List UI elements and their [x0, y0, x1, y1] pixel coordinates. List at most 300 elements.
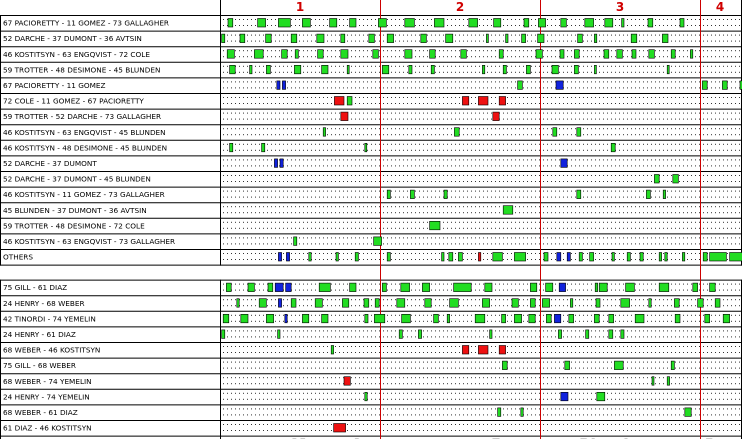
- grid-dot: [339, 321, 340, 322]
- grid-dot: [663, 206, 664, 207]
- grid-dot: [579, 97, 580, 98]
- grid-dot: [727, 212, 728, 213]
- grid-dot: [375, 228, 376, 229]
- grid-dot: [543, 72, 544, 73]
- grid-dot: [507, 315, 508, 316]
- grid-dot: [571, 56, 572, 57]
- grid-dot: [603, 175, 604, 176]
- grid-dot: [415, 19, 416, 20]
- grid-dot: [435, 97, 436, 98]
- grid-dot: [551, 128, 552, 129]
- grid-dot: [339, 50, 340, 51]
- grid-dot: [299, 290, 300, 291]
- grid-dot: [719, 50, 720, 51]
- grid-dot: [591, 150, 592, 151]
- grid-dot: [671, 25, 672, 26]
- grid-dot: [291, 87, 292, 88]
- grid-dot: [707, 35, 708, 36]
- grid-dot: [455, 321, 456, 322]
- grid-dot: [243, 181, 244, 182]
- grid-dot: [359, 181, 360, 182]
- grid-dot: [579, 243, 580, 244]
- grid-dot: [671, 150, 672, 151]
- grid-dot: [575, 206, 576, 207]
- grid-dot: [383, 206, 384, 207]
- grid-dot: [335, 56, 336, 57]
- grid-dot: [703, 144, 704, 145]
- grid-dot: [543, 321, 544, 322]
- grid-dot: [723, 237, 724, 238]
- grid-dot: [431, 243, 432, 244]
- grid-dot: [539, 72, 540, 73]
- grid-dot: [367, 56, 368, 57]
- grid-dot: [427, 197, 428, 198]
- grid-dot: [399, 150, 400, 151]
- grid-dot: [595, 212, 596, 213]
- grid-dot: [467, 175, 468, 176]
- grid-dot: [603, 97, 604, 98]
- grid-dot: [643, 87, 644, 88]
- grid-dot: [419, 119, 420, 120]
- grid-dot: [351, 113, 352, 114]
- grid-dot: [727, 290, 728, 291]
- grid-dot: [283, 305, 284, 306]
- grid-dot: [407, 228, 408, 229]
- grid-dot: [739, 228, 740, 229]
- grid-dot: [655, 290, 656, 291]
- grid-dot: [399, 25, 400, 26]
- grid-dot: [631, 305, 632, 306]
- grid-dot: [691, 159, 692, 160]
- grid-dot: [655, 50, 656, 51]
- grid-dot: [427, 191, 428, 192]
- grid-dot: [507, 197, 508, 198]
- grid-dot: [423, 222, 424, 223]
- grid-dot: [303, 290, 304, 291]
- grid-dot: [431, 212, 432, 213]
- grid-dot: [599, 50, 600, 51]
- grid-dot: [351, 165, 352, 166]
- grid-dot: [615, 253, 616, 254]
- grid-dot: [259, 159, 260, 160]
- grid-dot: [267, 175, 268, 176]
- grid-dot: [367, 87, 368, 88]
- grid-dot: [299, 197, 300, 198]
- grid-dot: [363, 56, 364, 57]
- grid-dot: [371, 119, 372, 120]
- grid-dot: [315, 66, 316, 67]
- grid-dot: [567, 290, 568, 291]
- grid-dot: [495, 81, 496, 82]
- grid-dot: [691, 175, 692, 176]
- grid-dot: [571, 41, 572, 42]
- grid-dot: [307, 56, 308, 57]
- grid-dot: [487, 56, 488, 57]
- grid-dot: [695, 50, 696, 51]
- grid-dot: [639, 237, 640, 238]
- grid-dot: [263, 228, 264, 229]
- grid-dot: [243, 237, 244, 238]
- grid-dot: [475, 150, 476, 151]
- grid-dot: [551, 159, 552, 160]
- grid-dot: [359, 191, 360, 192]
- grid-dot: [303, 128, 304, 129]
- grid-dot: [719, 97, 720, 98]
- grid-dot: [231, 159, 232, 160]
- grid-dot: [691, 113, 692, 114]
- grid-dot: [515, 50, 516, 51]
- grid-dot: [523, 181, 524, 182]
- grid-dot: [507, 222, 508, 223]
- grid-dot: [567, 56, 568, 57]
- grid-dot: [223, 253, 224, 254]
- grid-dot: [311, 159, 312, 160]
- grid-dot: [563, 41, 564, 42]
- grid-dot: [267, 150, 268, 151]
- grid-dot: [483, 134, 484, 135]
- grid-dot: [227, 330, 228, 331]
- grid-dot: [415, 165, 416, 166]
- grid-dot: [307, 181, 308, 182]
- grid-dot: [287, 72, 288, 73]
- grid-dot: [475, 290, 476, 291]
- grid-dot: [251, 159, 252, 160]
- grid-dot: [227, 128, 228, 129]
- grid-dot: [451, 165, 452, 166]
- grid-dot: [739, 97, 740, 98]
- grid-dot: [371, 25, 372, 26]
- grid-dot: [523, 159, 524, 160]
- grid-dot: [403, 25, 404, 26]
- grid-dot: [507, 159, 508, 160]
- grid-dot: [459, 56, 460, 57]
- grid-dot: [327, 305, 328, 306]
- grid-dot: [399, 66, 400, 67]
- grid-dot: [707, 25, 708, 26]
- grid-dot: [247, 81, 248, 82]
- grid-dot: [287, 66, 288, 67]
- grid-dot: [415, 222, 416, 223]
- grid-dot: [467, 150, 468, 151]
- grid-dot: [563, 222, 564, 223]
- grid-dot: [719, 228, 720, 229]
- grid-dot: [263, 259, 264, 260]
- grid-dot: [251, 259, 252, 260]
- grid-dot: [343, 128, 344, 129]
- grid-dot: [487, 128, 488, 129]
- grid-dot: [479, 134, 480, 135]
- grid-dot: [367, 19, 368, 20]
- grid-dot: [535, 212, 536, 213]
- grid-dot: [623, 191, 624, 192]
- grid-dot: [603, 35, 604, 36]
- grid-dot: [275, 144, 276, 145]
- grid-dot: [567, 191, 568, 192]
- grid-dot: [587, 253, 588, 254]
- grid-dot: [259, 228, 260, 229]
- grid-dot: [675, 197, 676, 198]
- grid-dot: [307, 212, 308, 213]
- grid-dot: [735, 181, 736, 182]
- grid-dot: [691, 87, 692, 88]
- grid-dot: [643, 197, 644, 198]
- grid-dot: [595, 56, 596, 57]
- grid-dot: [599, 128, 600, 129]
- grid-dot: [739, 191, 740, 192]
- grid-dot: [707, 237, 708, 238]
- grid-dot: [571, 144, 572, 145]
- grid-dot: [555, 290, 556, 291]
- grid-dot: [643, 41, 644, 42]
- grid-dot: [447, 56, 448, 57]
- grid-dot: [723, 144, 724, 145]
- grid-dot: [403, 150, 404, 151]
- grid-dot: [631, 222, 632, 223]
- grid-dot: [439, 321, 440, 322]
- grid-dot: [583, 165, 584, 166]
- grid-dot: [551, 212, 552, 213]
- grid-dot: [299, 222, 300, 223]
- grid-dot: [535, 197, 536, 198]
- grid-dot: [599, 253, 600, 254]
- grid-dot: [671, 81, 672, 82]
- grid-dot: [655, 253, 656, 254]
- grid-dot: [563, 191, 564, 192]
- grid-dot: [523, 321, 524, 322]
- grid-dot: [403, 134, 404, 135]
- grid-dot: [247, 175, 248, 176]
- grid-dot: [559, 119, 560, 120]
- grid-dot: [447, 175, 448, 176]
- grid-dot: [515, 243, 516, 244]
- grid-dot: [475, 81, 476, 82]
- grid-dot: [567, 66, 568, 67]
- grid-dot: [683, 290, 684, 291]
- grid-dot: [443, 119, 444, 120]
- grid-dot: [491, 81, 492, 82]
- grid-dot: [719, 159, 720, 160]
- grid-dot: [327, 243, 328, 244]
- grid-dot: [683, 243, 684, 244]
- grid-dot: [647, 159, 648, 160]
- grid-dot: [643, 206, 644, 207]
- grid-dot: [459, 299, 460, 300]
- grid-dot: [571, 72, 572, 73]
- grid-dot: [319, 321, 320, 322]
- grid-dot: [683, 299, 684, 300]
- grid-dot: [343, 206, 344, 207]
- grid-dot: [391, 19, 392, 20]
- grid-dot: [663, 128, 664, 129]
- grid-dot: [327, 181, 328, 182]
- grid-dot: [563, 305, 564, 306]
- grid-dot: [443, 50, 444, 51]
- grid-dot: [383, 305, 384, 306]
- grid-dot: [311, 41, 312, 42]
- grid-dot: [691, 228, 692, 229]
- grid-dot: [699, 237, 700, 238]
- grid-dot: [531, 237, 532, 238]
- grid-dot: [475, 66, 476, 67]
- grid-dot: [443, 305, 444, 306]
- grid-dot: [331, 315, 332, 316]
- grid-dot: [495, 97, 496, 98]
- grid-dot: [435, 81, 436, 82]
- grid-dot: [467, 72, 468, 73]
- grid-dot: [227, 41, 228, 42]
- grid-dot: [443, 315, 444, 316]
- grid-dot: [563, 228, 564, 229]
- grid-dot: [487, 175, 488, 176]
- grid-dot: [451, 321, 452, 322]
- grid-dot: [599, 97, 600, 98]
- grid-dot: [435, 165, 436, 166]
- grid-dot: [223, 144, 224, 145]
- grid-dot: [427, 144, 428, 145]
- grid-dot: [359, 228, 360, 229]
- grid-dot: [259, 237, 260, 238]
- grid-dot: [467, 305, 468, 306]
- grid-dot: [479, 243, 480, 244]
- grid-dot: [435, 181, 436, 182]
- grid-dot: [411, 181, 412, 182]
- grid-dot: [463, 222, 464, 223]
- grid-dot: [667, 228, 668, 229]
- grid-dot: [275, 50, 276, 51]
- grid-dot: [443, 222, 444, 223]
- grid-dot: [467, 237, 468, 238]
- grid-dot: [727, 19, 728, 20]
- grid-dot: [231, 206, 232, 207]
- grid-dot: [427, 103, 428, 104]
- grid-dot: [515, 41, 516, 42]
- grid-dot: [451, 206, 452, 207]
- grid-dot: [479, 56, 480, 57]
- grid-dot: [347, 206, 348, 207]
- grid-dot: [735, 159, 736, 160]
- grid-dot: [491, 159, 492, 160]
- grid-dot: [495, 212, 496, 213]
- grid-dot: [547, 119, 548, 120]
- grid-dot: [695, 321, 696, 322]
- grid-dot: [699, 41, 700, 42]
- grid-dot: [227, 181, 228, 182]
- grid-dot: [391, 159, 392, 160]
- grid-dot: [427, 165, 428, 166]
- grid-dot: [535, 191, 536, 192]
- grid-dot: [599, 259, 600, 260]
- grid-dot: [555, 144, 556, 145]
- grid-dot: [259, 290, 260, 291]
- grid-dot: [459, 72, 460, 73]
- grid-dot: [575, 290, 576, 291]
- grid-dot: [455, 237, 456, 238]
- grid-dot: [259, 41, 260, 42]
- grid-dot: [451, 212, 452, 213]
- grid-dot: [275, 305, 276, 306]
- grid-dot: [495, 181, 496, 182]
- grid-dot: [423, 119, 424, 120]
- grid-dot: [295, 128, 296, 129]
- grid-dot: [391, 253, 392, 254]
- grid-dot: [227, 175, 228, 176]
- grid-dot: [543, 119, 544, 120]
- grid-dot: [543, 212, 544, 213]
- grid-dot: [379, 206, 380, 207]
- grid-dot: [279, 237, 280, 238]
- grid-dot: [695, 87, 696, 88]
- grid-dot: [543, 284, 544, 285]
- grid-dot: [227, 206, 228, 207]
- grid-dot: [387, 237, 388, 238]
- grid-dot: [331, 299, 332, 300]
- grid-dot: [575, 41, 576, 42]
- grid-dot: [583, 259, 584, 260]
- grid-dot: [555, 206, 556, 207]
- grid-dot: [675, 72, 676, 73]
- grid-dot: [535, 25, 536, 26]
- grid-dot: [523, 66, 524, 67]
- grid-dot: [419, 113, 420, 114]
- grid-dot: [435, 253, 436, 254]
- grid-dot: [375, 19, 376, 20]
- grid-dot: [615, 72, 616, 73]
- grid-dot: [691, 237, 692, 238]
- grid-dot: [671, 259, 672, 260]
- grid-dot: [415, 119, 416, 120]
- grid-dot: [511, 175, 512, 176]
- grid-dot: [619, 35, 620, 36]
- grid-dot: [355, 97, 356, 98]
- grid-dot: [419, 19, 420, 20]
- grid-dot: [507, 87, 508, 88]
- grid-dot: [683, 66, 684, 67]
- grid-dot: [259, 35, 260, 36]
- grid-dot: [467, 19, 468, 20]
- grid-dot: [491, 191, 492, 192]
- grid-dot: [615, 35, 616, 36]
- grid-dot: [415, 41, 416, 42]
- grid-dot: [555, 97, 556, 98]
- grid-dot: [699, 19, 700, 20]
- grid-dot: [667, 113, 668, 114]
- grid-dot: [695, 206, 696, 207]
- grid-dot: [703, 134, 704, 135]
- grid-dot: [251, 191, 252, 192]
- grid-dot: [467, 159, 468, 160]
- grid-dot: [395, 165, 396, 166]
- grid-dot: [511, 35, 512, 36]
- grid-dot: [455, 259, 456, 260]
- grid-dot: [291, 81, 292, 82]
- grid-dot: [719, 222, 720, 223]
- grid-dot: [311, 56, 312, 57]
- grid-dot: [267, 19, 268, 20]
- grid-dot: [663, 66, 664, 67]
- grid-dot: [691, 197, 692, 198]
- grid-dot: [327, 159, 328, 160]
- grid-dot: [559, 35, 560, 36]
- grid-dot: [363, 175, 364, 176]
- grid-dot: [307, 134, 308, 135]
- grid-dot: [387, 19, 388, 20]
- grid-dot: [591, 66, 592, 67]
- grid-dot: [607, 97, 608, 98]
- grid-dot: [251, 197, 252, 198]
- grid-dot: [303, 150, 304, 151]
- grid-dot: [415, 284, 416, 285]
- grid-dot: [739, 305, 740, 306]
